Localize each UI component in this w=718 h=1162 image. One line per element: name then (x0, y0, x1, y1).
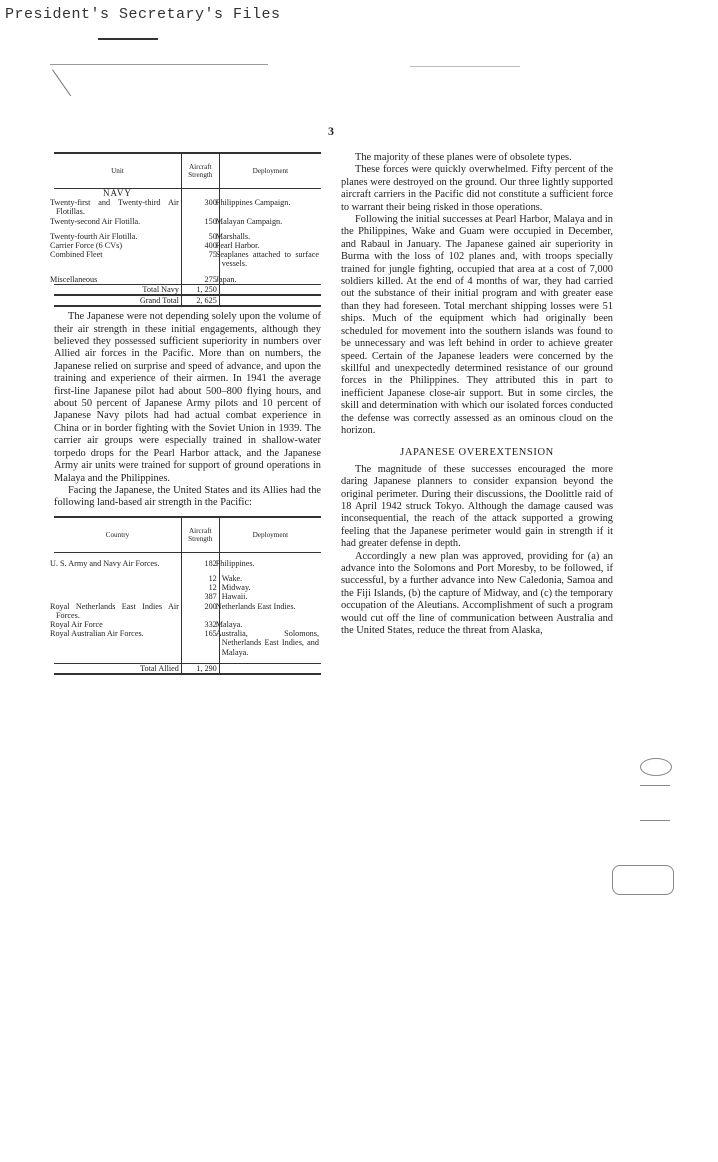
file-header-label: President's Secretary's Files (5, 6, 281, 23)
total-navy-label: Total Navy (54, 284, 181, 295)
table-cell-deployment: Netherlands East Indies. (215, 601, 296, 611)
allied-table-country-header: Country (54, 517, 181, 553)
table-row (54, 232, 321, 241)
table-cell-strength: 50 (181, 232, 219, 241)
table-cell-deployment: Marshalls. (215, 231, 251, 241)
table-cell-strength: 165 (181, 629, 219, 657)
table-cell-unit: Combined Fleet (54, 250, 181, 268)
total-allied-value: 1, 290 (181, 663, 219, 674)
table-cell-deployment: Philippines. (215, 558, 255, 568)
margin-binding-mark (640, 758, 672, 776)
table-cell-deployment: Midway. (221, 583, 251, 593)
table-cell-deployment: Pearl Harbor. (215, 241, 260, 251)
table-cell-unit: Miscellaneous (54, 275, 181, 285)
total-allied-label: Total Allied (54, 663, 181, 674)
table-row (54, 559, 321, 568)
grand-total-value: 2, 625 (181, 295, 219, 306)
left-column (50, 152, 321, 675)
table-row (54, 241, 321, 250)
table-cell-country: U. S. Army and Navy Air Forces. (54, 559, 181, 568)
table-cell-strength: 12 (181, 583, 219, 592)
allied-table-deployment-header: Deployment (219, 517, 321, 553)
table-cell-strength: 400 (181, 241, 219, 250)
body-paragraph: Facing the Japanese, the United States and its Allies had the following land-based air strength in the Pacific: (54, 484, 321, 509)
navy-table-deployment-header: Deployment (219, 153, 321, 189)
table-row (54, 275, 321, 285)
scan-mark (52, 69, 71, 96)
margin-binding-mark (640, 820, 670, 821)
table-cell-deployment: Philippines Campaign. (215, 198, 291, 208)
table-cell-deployment: Japan. (215, 274, 237, 284)
body-paragraph: Following the initial successes at Pearl Harbor, Malaya and in the Philippines, Wake and Guam were occupied in December, and Rabaul in January. The Japanese gained air superiority in Burma with the loss of 102 planes and, with troops specially trained for jungle fighting, occupied that area at a cost of 7,000 soldiers killed. At the end of 4 months of war, they had carried out the substance of their initial program and with greater ease than they had foreseen. Total merchant shipping losses were 51 ships. Much of the equipment which had originally been scheduled for movement into the southern islands was found to be unnecessary and was left behind in order to achieve greater speed. Certain of the Japanese leaders were concerned by the skillful and unexpectedly determined resistance of our ground forces in the Philippines. They attributed this in part to inefficient Japanese close-air support. But in some circles, the skill and determination with which our isolated forces conducted the defense was correctly assessed as an ominous cloud on the horizon. (341, 214, 613, 436)
right-column (341, 152, 613, 637)
table-row (54, 629, 321, 657)
navy-section-title: NAVY (54, 189, 181, 199)
navy-table-unit-header: Unit (54, 153, 181, 189)
table-cell-strength: 150 (181, 217, 219, 226)
table-cell-deployment: Malayan Campaign. (215, 216, 283, 226)
table-cell-unit: Carrier Force (6 CVs) (54, 241, 181, 250)
body-paragraph: These forces were quickly overwhelmed. Fifty percent of the planes were destroyed on the ground. Our three lightly supported aircraft carriers in the Pacific did not constitute a sufficient force to warrant their being risked in those operations. (341, 164, 613, 213)
table-cell-unit: Twenty-fourth Air Flotilla. (54, 232, 181, 241)
table-cell-country: Royal Netherlands East Indies Air Forces. (54, 602, 181, 620)
section-heading: JAPANESE OVEREXTENSION (400, 447, 554, 459)
table-cell-deployment: Wake. (221, 573, 243, 583)
body-paragraph: The majority of these planes were of obsolete types. (355, 152, 572, 163)
navy-table-strength-header: Aircraft Strength (181, 153, 219, 189)
table-cell-strength: 200 (181, 602, 219, 620)
table-row (54, 602, 321, 620)
table-cell-country (54, 583, 181, 592)
total-navy-row (54, 284, 321, 295)
grand-total-label: Grand Total (54, 295, 181, 306)
table-cell-strength: 75 (181, 250, 219, 268)
table-cell-deployment: Seaplanes attached to surface vessels. (215, 250, 319, 269)
table-cell-unit: Twenty-second Air Flotilla. (54, 217, 181, 226)
table-cell-country (54, 574, 181, 583)
table-cell-country: Royal Australian Air Forces. (54, 629, 181, 657)
body-paragraph: Accordingly a new plan was approved, providing for (a) an advance into the Solomons and Port Moresby, to be followed, if successful, by a further advance into New Caledonia, Samoa and the Fiji Islands, (b) the capture of Midway, and (c) the temporary occupation of the Aleutians. Accomplishment of such a program would cut off the line of communication between Australia and the United States, reduce the threat from Alaska, (341, 550, 613, 637)
scan-rule-left (50, 64, 268, 65)
table-cell-strength: 275 (181, 275, 219, 285)
table-cell-unit: Twenty-first and Twenty-third Air Flotillas. (54, 198, 181, 216)
scan-rule-right (410, 66, 520, 67)
table-row (54, 198, 321, 216)
margin-binding-mark (612, 865, 674, 895)
table-row (54, 574, 321, 583)
allied-aircraft-table (50, 516, 321, 675)
total-navy-value: 1, 250 (181, 284, 219, 295)
table-row (54, 620, 321, 629)
navy-aircraft-table (50, 152, 321, 307)
header-underline (98, 38, 158, 40)
table-cell-strength: 12 (181, 574, 219, 583)
table-cell-country (54, 592, 181, 601)
table-row (54, 250, 321, 268)
table-cell-deployment: Hawaii. (221, 592, 248, 602)
table-cell-strength: 300 (181, 198, 219, 216)
table-cell-deployment: Australia, Solomons, Netherlands East Indies, and Malaya. (215, 629, 319, 657)
table-cell-deployment: Malaya. (215, 619, 243, 629)
body-paragraph: The Japanese were not depending solely upon the volume of their air strength in these initial engagements, although they believed they possessed sufficient superiority in numbers over Allied air forces in the Pacific. More than on numbers, the Japanese relied on surprise and speed of advance, and upon the training and experience of their airmen. In 1941 the average first-line Japanese pilot had about 500–800 flying hours, and about 50 percent of Japanese Army pilots and 10 percent of Japanese Navy pilots had had actual combat experience in China or in border fighting with the Soviet Union in 1939. The carrier air groups were especially trained in shallow-water torpedo drops for the Pearl Harbor attack, and the Japanese Army air units were trained for support of ground operations in Malaya and the Philippines. (54, 311, 321, 484)
page-number: 3 (328, 124, 334, 138)
grand-total-row (54, 295, 321, 306)
body-paragraph: The magnitude of these successes encouraged the more daring Japanese planners to consider expansion beyond the original perimeter. During their discussions, the Doolittle raid of 18 April 1942 struck Tokyo. Although the damage caused was inconsequential, the reach of the attack supported a growing feeling that the Japanese perimeter would gain in strength if it had greater defense in depth. (341, 463, 613, 550)
table-cell-country: Royal Air Force (54, 620, 181, 629)
table-row (54, 583, 321, 592)
table-cell-strength: 182 (181, 559, 219, 568)
table-row (54, 592, 321, 601)
margin-binding-mark (640, 785, 670, 786)
table-cell-strength: 387 (181, 592, 219, 601)
allied-table-strength-header: Aircraft Strength (181, 517, 219, 553)
total-allied-row (54, 663, 321, 674)
table-row (54, 217, 321, 226)
table-cell-strength: 332 (181, 620, 219, 629)
